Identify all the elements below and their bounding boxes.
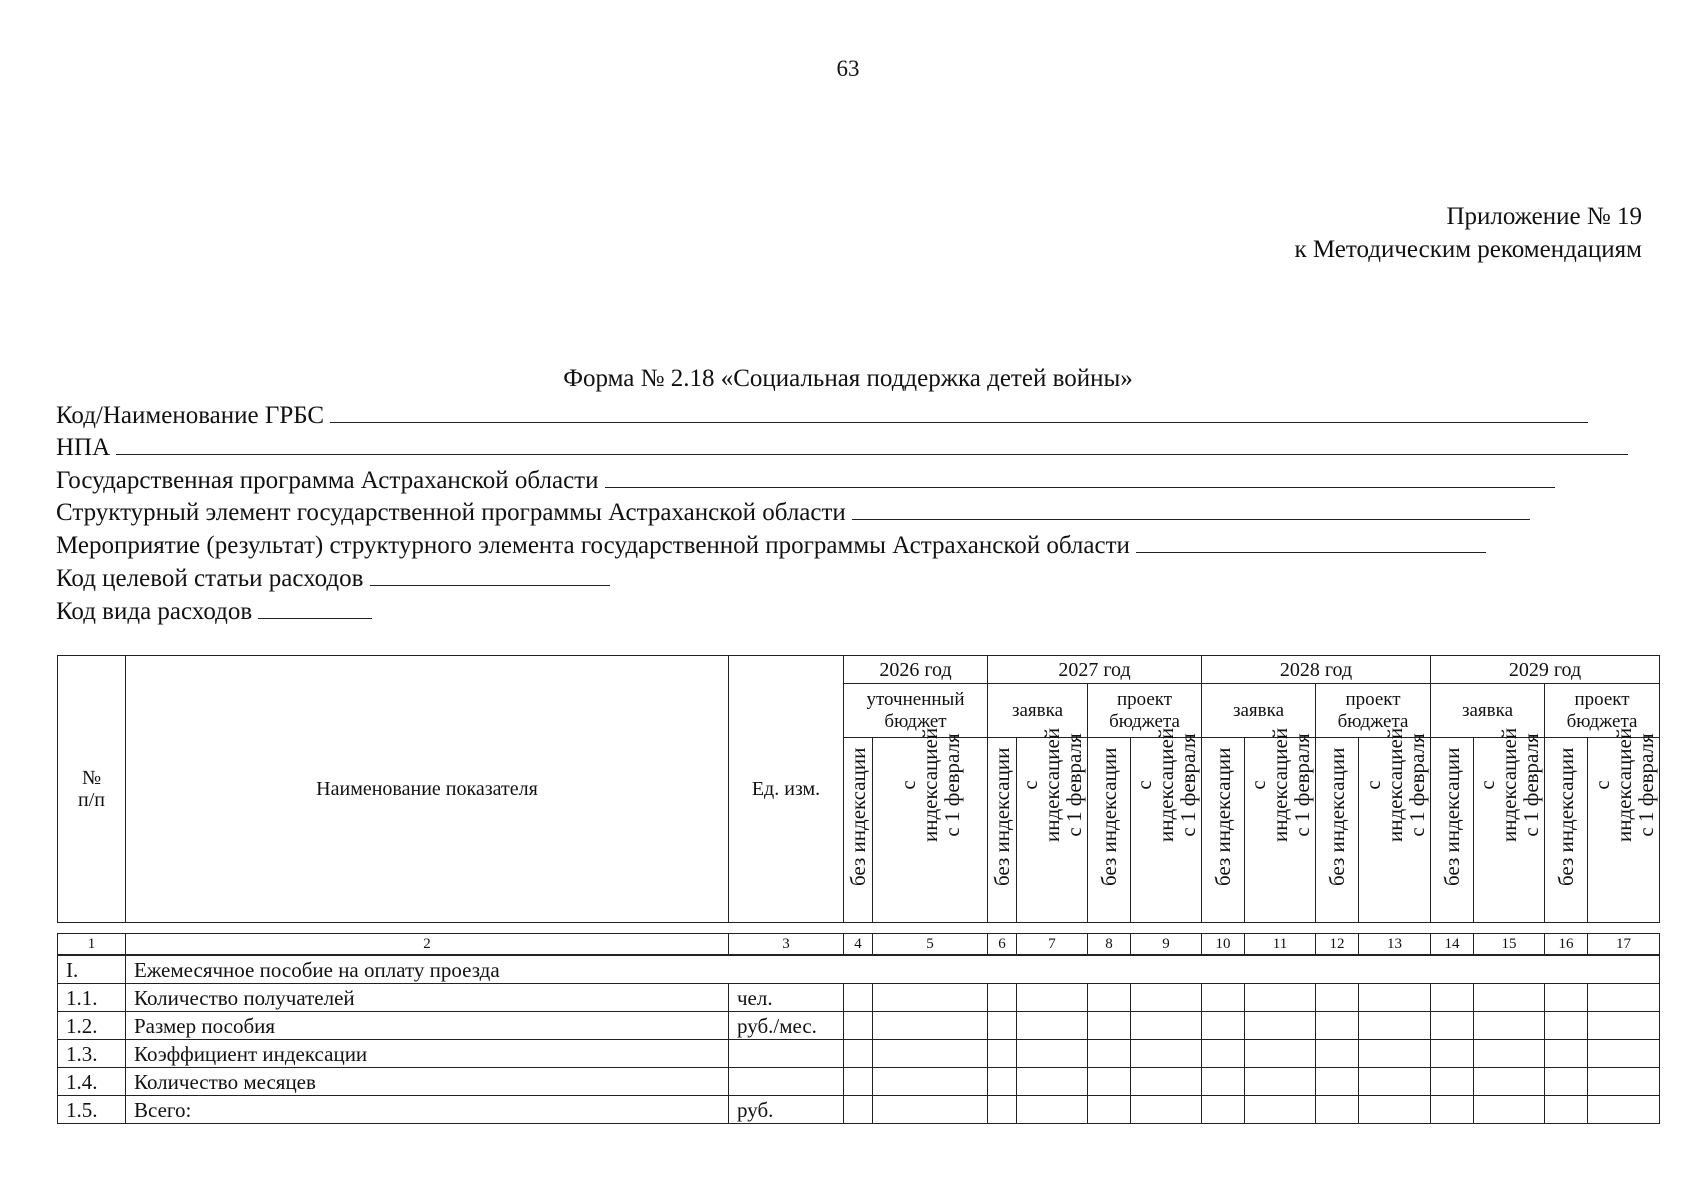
col-number: 8 xyxy=(1088,934,1131,955)
value-cell[interactable] xyxy=(988,1012,1017,1040)
value-cell[interactable] xyxy=(1474,1040,1545,1068)
col-number: 16 xyxy=(1545,934,1588,955)
header-no-index-2029-draft: без индексации xyxy=(1545,738,1588,923)
field-struct-element-label: Структурный элемент государственной программы Астраханской области xyxy=(56,499,846,526)
value-cell[interactable] xyxy=(988,1068,1017,1096)
value-cell[interactable] xyxy=(1588,984,1660,1012)
value-cell[interactable] xyxy=(1202,1096,1245,1124)
value-cell[interactable] xyxy=(1431,1012,1474,1040)
value-cell[interactable] xyxy=(1202,1040,1245,1068)
value-cell[interactable] xyxy=(1474,1096,1545,1124)
value-cell[interactable] xyxy=(1474,1068,1545,1096)
value-cell[interactable] xyxy=(1316,1040,1359,1068)
value-cell[interactable] xyxy=(844,1068,873,1096)
value-cell[interactable] xyxy=(1088,1068,1131,1096)
row-name: Размер пособия xyxy=(126,1012,729,1040)
field-program xyxy=(56,463,1555,495)
value-cell[interactable] xyxy=(1588,1012,1660,1040)
value-cell[interactable] xyxy=(988,1040,1017,1068)
form-title: Форма № 2.18 «Социальная поддержка детей войны» xyxy=(563,365,1133,392)
value-cell[interactable] xyxy=(1245,1040,1316,1068)
value-cell[interactable] xyxy=(844,1096,873,1124)
field-event-line xyxy=(1136,528,1486,553)
field-npa-line xyxy=(116,430,1628,455)
row-unit: руб./мес. xyxy=(729,1012,844,1040)
value-cell[interactable] xyxy=(1474,984,1545,1012)
header-request-2027: заявка xyxy=(988,684,1088,738)
col-number: 17 xyxy=(1588,934,1660,955)
field-target-code-line xyxy=(370,561,610,586)
header-no-index-2029-request: без индексации xyxy=(1431,738,1474,923)
table-row xyxy=(58,1068,1660,1096)
header-unit: Ед. изм. xyxy=(729,656,844,923)
header-with-index-2029-draft: с индексацией с 1 февраля xyxy=(1588,738,1660,923)
value-cell[interactable] xyxy=(1245,1012,1316,1040)
field-program-label: Государственная программа Астраханской области xyxy=(56,467,599,494)
row-number: 1.1. xyxy=(58,984,126,1012)
header-draft-budget-2027: проект бюджета xyxy=(1088,684,1202,738)
value-cell[interactable] xyxy=(1588,1040,1660,1068)
value-cell[interactable] xyxy=(1245,1096,1316,1124)
value-cell[interactable] xyxy=(1316,1012,1359,1040)
value-cell[interactable] xyxy=(1431,984,1474,1012)
value-cell[interactable] xyxy=(1431,1040,1474,1068)
col-number: 9 xyxy=(1131,934,1202,955)
value-cell[interactable] xyxy=(873,1040,988,1068)
row-name: Количество месяцев xyxy=(126,1068,729,1096)
section-row xyxy=(58,956,1660,984)
value-cell[interactable] xyxy=(844,1040,873,1068)
header-refined-budget: уточненный бюджет xyxy=(844,684,988,738)
value-cell[interactable] xyxy=(1431,1068,1474,1096)
header-no-index-2027-request: без индексации xyxy=(988,738,1017,923)
row-unit xyxy=(729,1068,844,1096)
row-number: 1.4. xyxy=(58,1068,126,1096)
value-cell[interactable] xyxy=(873,1068,988,1096)
value-cell[interactable] xyxy=(1359,984,1431,1012)
row-name: Коэффициент индексации xyxy=(126,1040,729,1068)
appendix-note xyxy=(1294,200,1642,266)
value-cell[interactable] xyxy=(1131,1012,1202,1040)
header-with-index-2028-draft: с индексацией с 1 февраля xyxy=(1359,738,1431,923)
value-cell[interactable] xyxy=(1359,1012,1431,1040)
field-expense-type-label: Код вида расходов xyxy=(56,598,253,625)
value-cell[interactable] xyxy=(1245,984,1316,1012)
col-number: 2 xyxy=(126,934,729,955)
value-cell[interactable] xyxy=(1131,1040,1202,1068)
header-no-index-2028-request: без индексации xyxy=(1202,738,1245,923)
field-target-code xyxy=(56,561,610,593)
header-draft-budget-2029: проект бюджета xyxy=(1545,684,1660,738)
value-cell[interactable] xyxy=(1202,984,1245,1012)
value-cell[interactable] xyxy=(1359,1068,1431,1096)
value-cell[interactable] xyxy=(1131,1068,1202,1096)
field-expense-type xyxy=(56,594,372,626)
value-cell[interactable] xyxy=(1431,1096,1474,1124)
page-number: 63 xyxy=(836,56,860,81)
header-draft-budget-2028: проект бюджета xyxy=(1316,684,1431,738)
value-cell[interactable] xyxy=(1359,1040,1431,1068)
value-cell[interactable] xyxy=(844,984,873,1012)
header-year-2028: 2028 год xyxy=(1202,656,1431,684)
header-year-2029: 2029 год xyxy=(1431,656,1660,684)
value-cell[interactable] xyxy=(1474,1012,1545,1040)
header-with-index-2027-draft: с индексацией с 1 февраля xyxy=(1131,738,1202,923)
value-cell[interactable] xyxy=(1131,1096,1202,1124)
value-cell[interactable] xyxy=(1017,1096,1088,1124)
header-with-index-2029-request: с индексацией с 1 февраля xyxy=(1474,738,1545,923)
table-column-numbers xyxy=(57,933,1660,955)
row-unit: чел. xyxy=(729,984,844,1012)
header-request-2029: заявка xyxy=(1431,684,1545,738)
field-grbs-line xyxy=(330,398,1588,423)
field-npa-label: НПА xyxy=(56,434,111,461)
field-event-label: Мероприятие (результат) структурного элемента государственной программы Астраханской области xyxy=(56,532,1130,559)
header-with-index-2026: с индексацией с 1 февраля xyxy=(873,738,988,923)
col-number: 7 xyxy=(1017,934,1088,955)
value-cell[interactable] xyxy=(1588,1068,1660,1096)
col-number: 13 xyxy=(1359,934,1431,955)
col-number: 5 xyxy=(873,934,988,955)
field-struct-element xyxy=(56,495,1530,527)
field-program-line xyxy=(605,463,1555,488)
value-cell[interactable] xyxy=(1017,1040,1088,1068)
col-number: 12 xyxy=(1316,934,1359,955)
value-cell[interactable] xyxy=(1088,1096,1131,1124)
value-cell[interactable] xyxy=(1545,1040,1588,1068)
value-cell[interactable] xyxy=(1545,1096,1588,1124)
value-cell[interactable] xyxy=(873,1012,988,1040)
header-name: Наименование показателя xyxy=(126,656,729,923)
header-request-2028: заявка xyxy=(1202,684,1316,738)
table-row xyxy=(58,1040,1660,1068)
col-number: 1 xyxy=(58,934,126,955)
value-cell[interactable] xyxy=(873,1096,988,1124)
table-header xyxy=(57,655,1660,923)
value-cell[interactable] xyxy=(1359,1096,1431,1124)
field-expense-type-line xyxy=(258,594,372,619)
value-cell[interactable] xyxy=(873,984,988,1012)
header-no-index-2026: без индексации xyxy=(844,738,873,923)
section-number: I. xyxy=(58,956,126,984)
header-no-index-2028-draft: без индексации xyxy=(1316,738,1359,923)
value-cell[interactable] xyxy=(1545,1012,1588,1040)
value-cell[interactable] xyxy=(1088,1040,1131,1068)
header-with-index-2028-request: с индексацией с 1 февраля xyxy=(1245,738,1316,923)
value-cell[interactable] xyxy=(1017,984,1088,1012)
value-cell[interactable] xyxy=(1088,1012,1131,1040)
value-cell[interactable] xyxy=(1131,984,1202,1012)
field-event xyxy=(56,528,1486,560)
field-target-code-label: Код целевой статьи расходов xyxy=(56,565,364,592)
table-row xyxy=(58,1096,1660,1124)
value-cell[interactable] xyxy=(1545,1068,1588,1096)
header-num: № п/п xyxy=(58,656,126,923)
value-cell[interactable] xyxy=(1202,1068,1245,1096)
header-with-index-2027-request: с индексацией с 1 февраля xyxy=(1017,738,1088,923)
row-name: Количество получателей xyxy=(126,984,729,1012)
value-cell[interactable] xyxy=(988,984,1017,1012)
field-struct-element-line xyxy=(852,495,1530,520)
value-cell[interactable] xyxy=(1316,1068,1359,1096)
value-cell[interactable] xyxy=(1245,1068,1316,1096)
header-year-2027: 2027 год xyxy=(988,656,1202,684)
appendix-number: Приложение № 19 xyxy=(1446,203,1642,230)
field-grbs-label: Код/Наименование ГРБС xyxy=(56,402,325,429)
row-number: 1.3. xyxy=(58,1040,126,1068)
col-number: 11 xyxy=(1245,934,1316,955)
col-number: 14 xyxy=(1431,934,1474,955)
header-year-2026: 2026 год xyxy=(844,656,988,684)
value-cell[interactable] xyxy=(988,1096,1017,1124)
col-number: 6 xyxy=(988,934,1017,955)
row-number: 1.2. xyxy=(58,1012,126,1040)
field-grbs xyxy=(56,398,1588,430)
value-cell[interactable] xyxy=(1588,1096,1660,1124)
value-cell[interactable] xyxy=(1088,984,1131,1012)
field-npa xyxy=(56,430,1628,462)
appendix-reference: к Методическим рекомендациям xyxy=(1294,236,1642,263)
col-number: 4 xyxy=(844,934,873,955)
value-cell[interactable] xyxy=(1545,984,1588,1012)
row-name: Всего: xyxy=(126,1096,729,1124)
col-number: 10 xyxy=(1202,934,1245,955)
row-unit xyxy=(729,1040,844,1068)
col-number: 15 xyxy=(1474,934,1545,955)
section-title: Ежемесячное пособие на оплату проезда xyxy=(126,956,1660,984)
table-row xyxy=(58,984,1660,1012)
table-body xyxy=(57,955,1660,1124)
header-no-index-2027-draft: без индексации xyxy=(1088,738,1131,923)
value-cell[interactable] xyxy=(1017,1012,1088,1040)
value-cell[interactable] xyxy=(1316,1096,1359,1124)
col-number: 3 xyxy=(729,934,844,955)
value-cell[interactable] xyxy=(1017,1068,1088,1096)
value-cell[interactable] xyxy=(1202,1012,1245,1040)
value-cell[interactable] xyxy=(844,1012,873,1040)
table-row xyxy=(58,1012,1660,1040)
value-cell[interactable] xyxy=(1316,984,1359,1012)
row-number: 1.5. xyxy=(58,1096,126,1124)
row-unit: руб. xyxy=(729,1096,844,1124)
